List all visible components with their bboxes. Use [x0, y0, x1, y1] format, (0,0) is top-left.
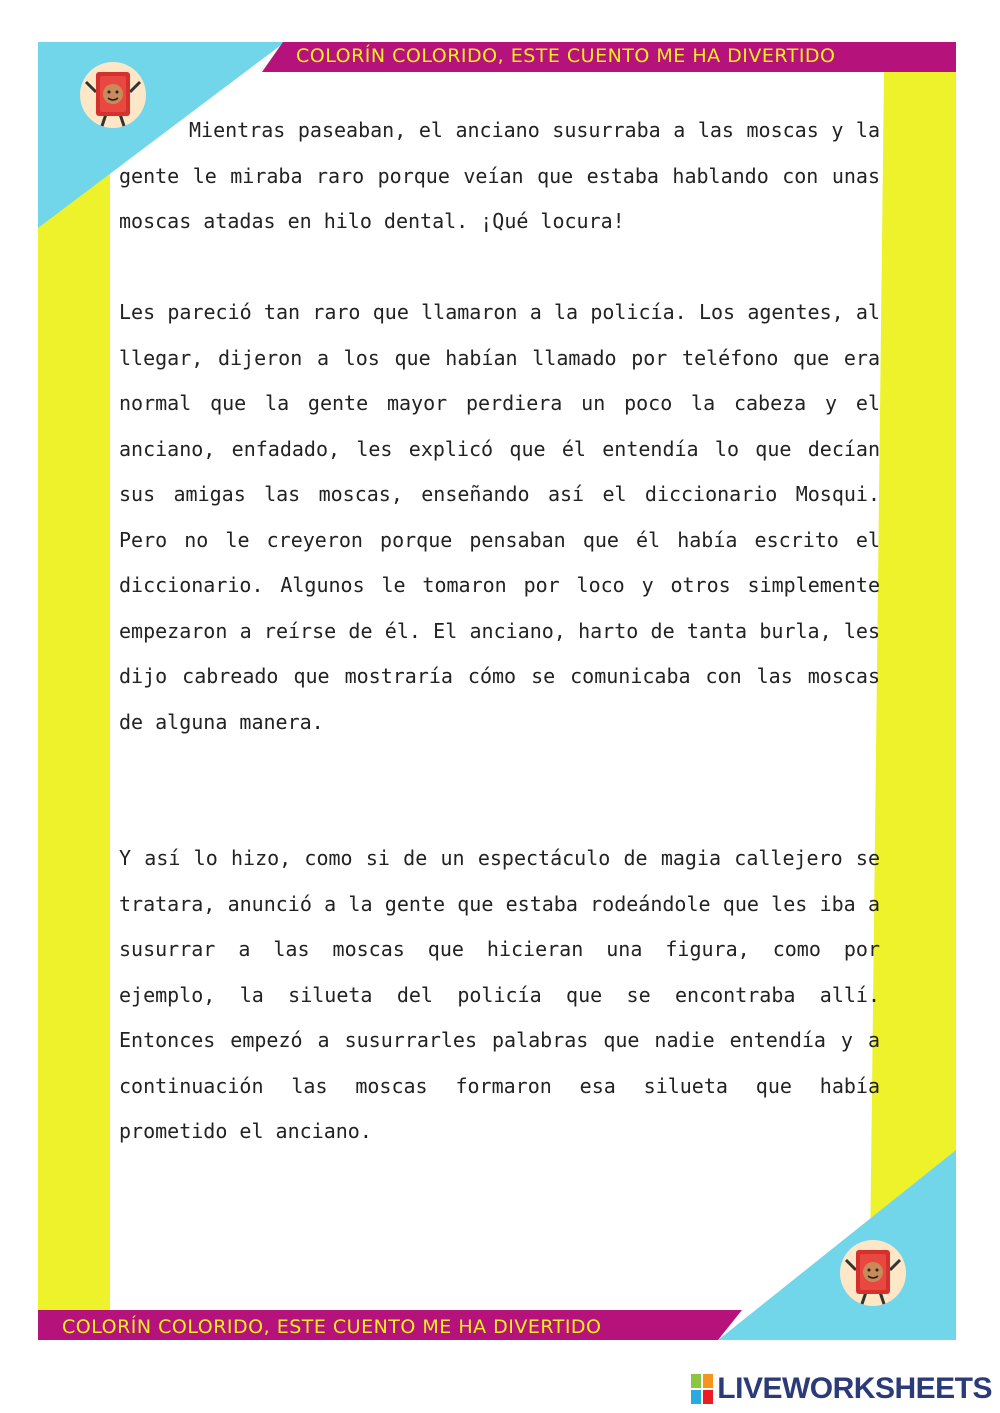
story-paragraph-1: Mientras paseaban, el anciano susurraba a las moscas y la gente le miraba raro porque veían que estaba hablando con unas moscas atadas en hilo dental. ¡Qué locura!: [119, 118, 880, 233]
liveworksheets-watermark[interactable]: [691, 1372, 992, 1406]
left-yellow-stripe: [38, 42, 110, 1310]
right-yellow-stripe: [870, 72, 956, 1260]
story-paragraph-3: Y así lo hizo, como si de un espectáculo de magia callejero se tratara, anunció a la gente que estaba rodeándole que les iba a susurrar a las moscas que hicieran una figura, como por ejemplo, la silueta del policía que se encontraba allí. Entonces empezó a susurrarles palabras que nadie entendía y a continuación las moscas formaron esa silueta que había prometido el anciano.: [119, 846, 880, 1143]
story-paragraph-2: Les pareció tan raro que llamaron a la policía. Los agentes, al llegar, dijeron a los que habían llamado por teléfono que era normal que la gente mayor perdiera un poco la cabeza y el anciano, enfadado, les explicó que él entendía lo que decían sus amigas las moscas, enseñando así el diccionario Mosqui. Pero no le creyeron porque pensaban que él había escrito el diccionario. Algunos le tomaron por loco y otros simplemente empezaron a reírse de él. El anciano, harto de tanta burla, les dijo cabreado que mostraría cómo se comunicaba con las moscas de alguna manera.: [119, 300, 880, 734]
liveworksheets-logo-icon: [691, 1374, 713, 1404]
book-mascot-icon: [838, 1240, 908, 1310]
top-banner-text: COLORÍN COLORIDO, ESTE CUENTO ME HA DIVERTIDO: [296, 45, 836, 67]
watermark-text: LIVEWORKSHEETS: [717, 1372, 992, 1405]
bottom-banner-text: COLORÍN COLORIDO, ESTE CUENTO ME HA DIVERTIDO: [62, 1316, 602, 1338]
